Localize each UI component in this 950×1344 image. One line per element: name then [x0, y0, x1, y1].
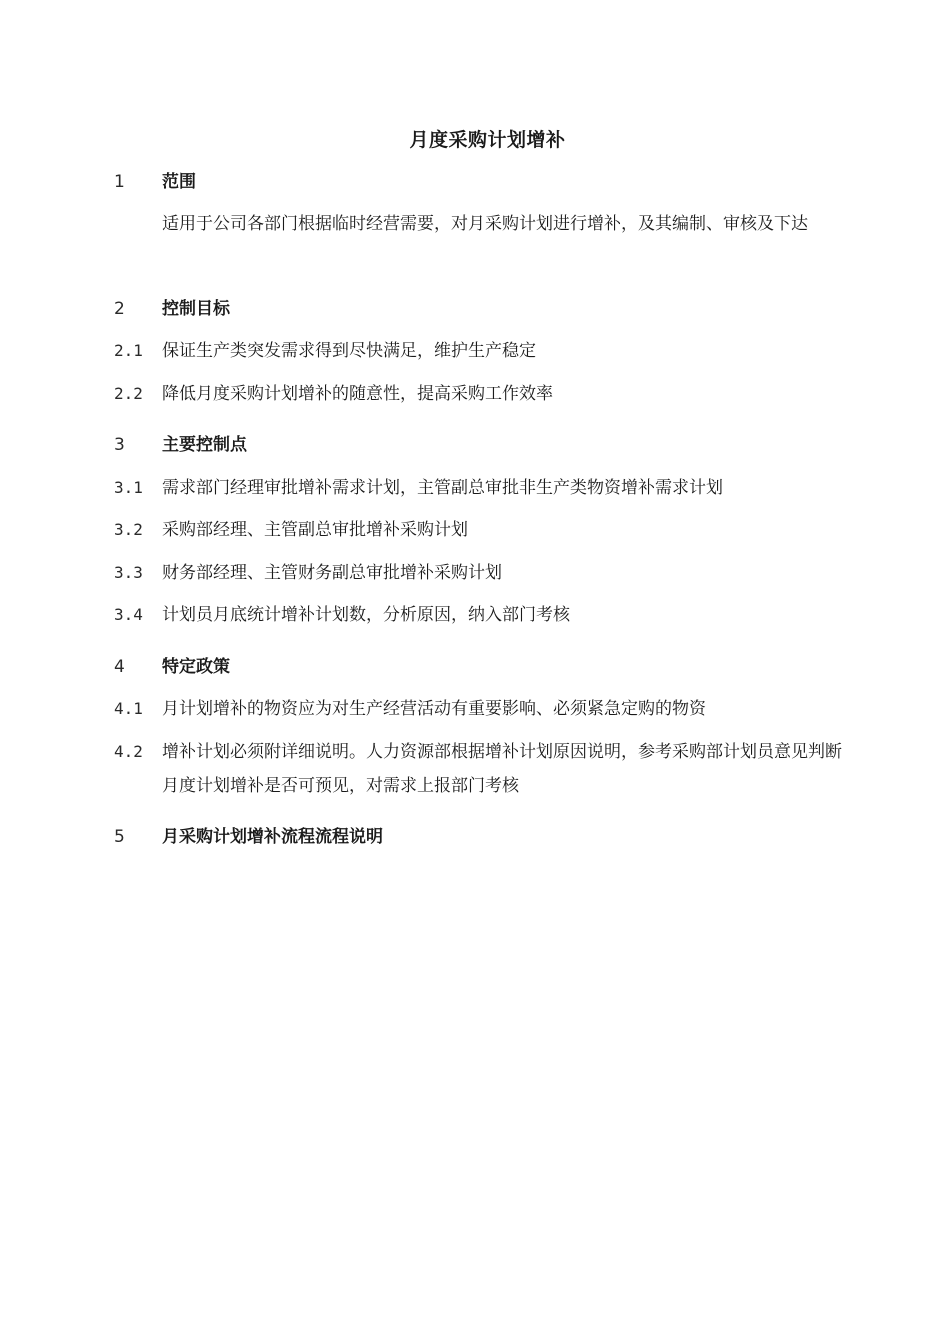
section-number: 5 — [114, 827, 125, 847]
section-number: 1 — [114, 172, 125, 192]
document-title: 月度采购计划增补 — [409, 129, 566, 151]
item-number: 3.4 — [114, 605, 143, 624]
section-number: 3 — [114, 435, 125, 455]
item-text: 增补计划必须附详细说明。人力资源部根据增补计划原因说明，参考采购部计划员意见判断月度计划增补是否可预见，对需求上报部门考核 — [162, 742, 842, 796]
section-heading: 主要控制点 — [162, 435, 247, 455]
section-heading: 特定政策 — [162, 657, 230, 677]
item-number: 3.2 — [114, 520, 143, 539]
item-text: 保证生产类突发需求得到尽快满足，维护生产稳定 — [162, 341, 536, 361]
section-heading: 月采购计划增补流程流程说明 — [162, 827, 383, 847]
item-number: 3.3 — [114, 563, 143, 582]
item-number: 2.2 — [114, 384, 143, 403]
item-number: 4.2 — [114, 742, 143, 761]
section-heading: 控制目标 — [162, 299, 230, 319]
section-heading: 范围 — [162, 172, 196, 192]
item-number: 2.1 — [114, 341, 143, 360]
item-text: 财务部经理、主管财务副总审批增补采购计划 — [162, 563, 502, 583]
item-text: 采购部经理、主管副总审批增补采购计划 — [162, 520, 468, 540]
item-text: 月计划增补的物资应为对生产经营活动有重要影响、必须紧急定购的物资 — [162, 699, 706, 719]
item-text: 需求部门经理审批增补需求计划，主管副总审批非生产类物资增补需求计划 — [162, 478, 723, 498]
section-number: 2 — [114, 299, 125, 319]
section-paragraph: 适用于公司各部门根据临时经营需要，对月采购计划进行增补，及其编制、审核及下达 — [162, 214, 808, 234]
item-text: 降低月度采购计划增补的随意性，提高采购工作效率 — [162, 384, 553, 404]
item-number: 3.1 — [114, 478, 143, 497]
item-text: 计划员月底统计增补计划数，分析原因，纳入部门考核 — [162, 605, 570, 625]
section-number: 4 — [114, 657, 125, 677]
item-number: 4.1 — [114, 699, 143, 718]
